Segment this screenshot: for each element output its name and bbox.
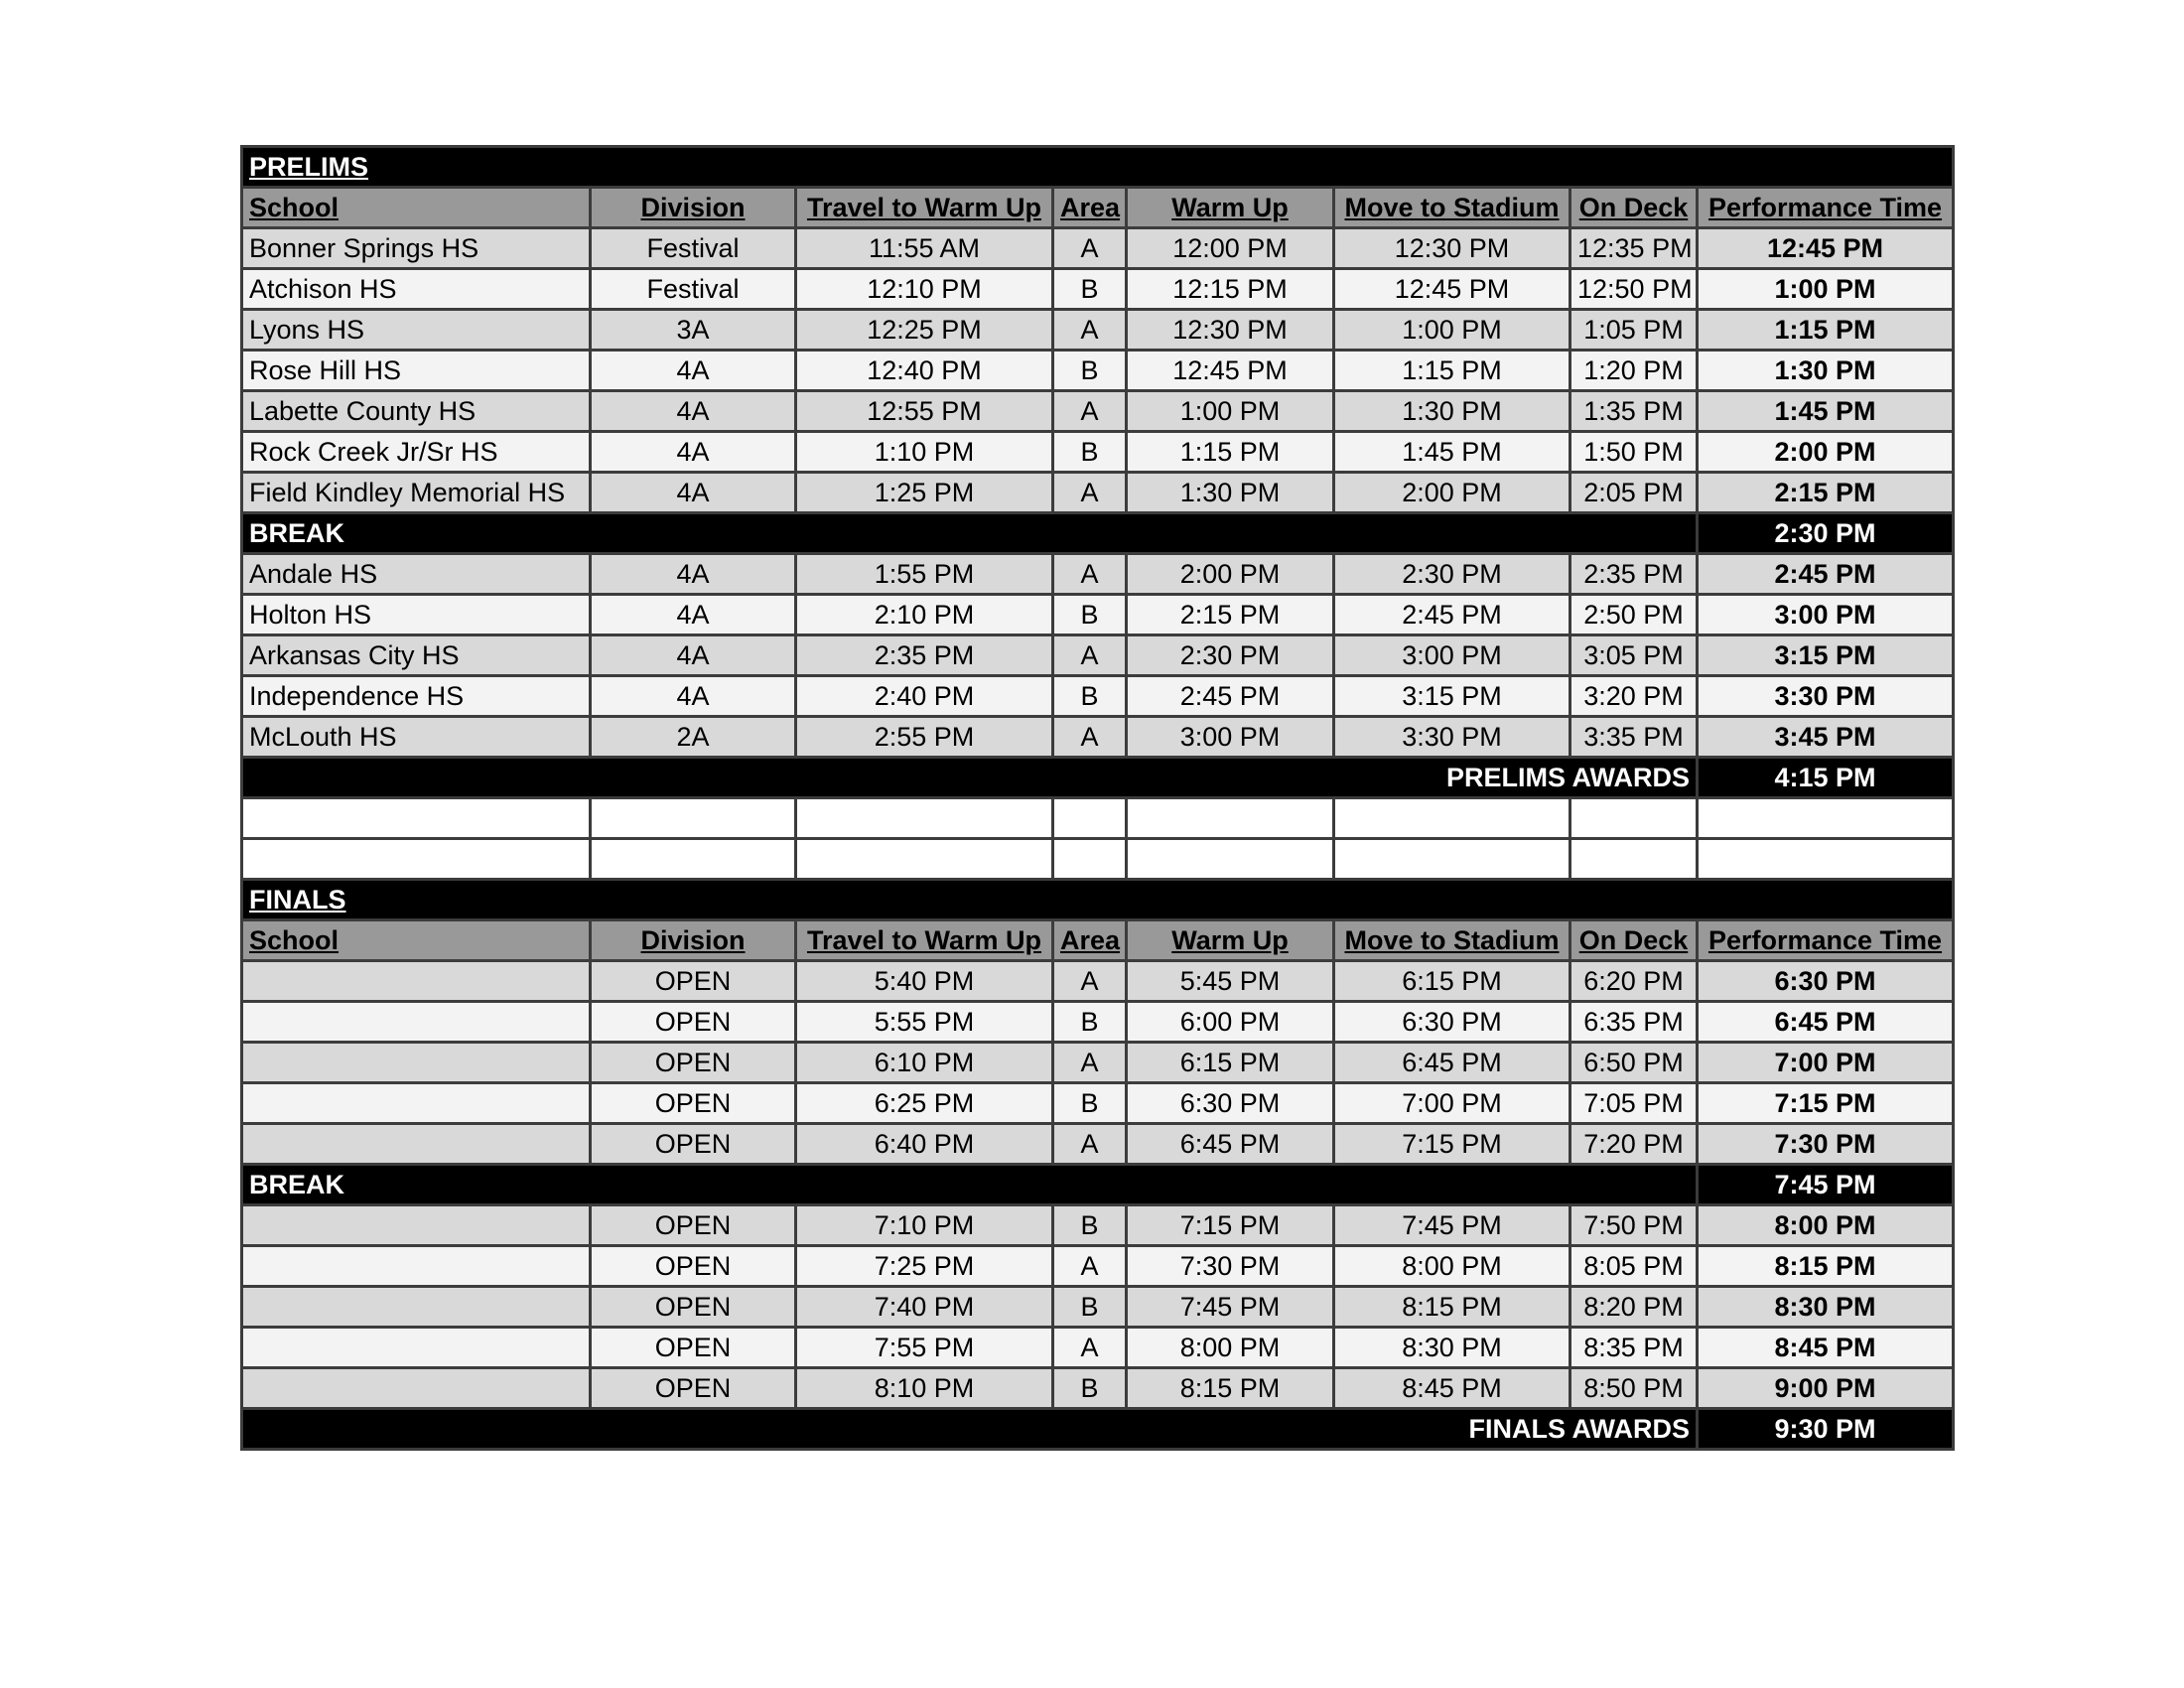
section-title: FINALS <box>242 880 1954 920</box>
performance-time-cell: 7:30 PM <box>1698 1124 1954 1165</box>
move-to-stadium-cell: 3:15 PM <box>1334 676 1570 717</box>
column-header-on-deck: On Deck <box>1570 188 1698 228</box>
school-cell: Independence HS <box>242 676 591 717</box>
break-time: 7:45 PM <box>1698 1165 1954 1205</box>
area-cell: B <box>1053 595 1127 635</box>
column-header-school: School <box>242 920 591 961</box>
on-deck-cell: 7:05 PM <box>1570 1083 1698 1124</box>
warm-up-cell: 8:00 PM <box>1127 1328 1334 1368</box>
table-row <box>242 635 1954 676</box>
table-row <box>242 1124 1954 1165</box>
table-row <box>242 1287 1954 1328</box>
column-header-performance-time: Performance Time <box>1698 920 1954 961</box>
warm-up-cell: 6:15 PM <box>1127 1043 1334 1083</box>
table-row <box>242 717 1954 758</box>
table-row <box>242 432 1954 473</box>
warm-up-cell: 2:45 PM <box>1127 676 1334 717</box>
on-deck-cell: 7:20 PM <box>1570 1124 1698 1165</box>
area-cell: A <box>1053 1124 1127 1165</box>
column-header-travel-to-warm-up: Travel to Warm Up <box>796 188 1053 228</box>
division-cell: 2A <box>591 717 796 758</box>
travel-to-warm-up-cell: 7:25 PM <box>796 1246 1053 1287</box>
school-cell: Atchison HS <box>242 269 591 310</box>
school-cell <box>242 1287 591 1328</box>
warm-up-cell: 2:15 PM <box>1127 595 1334 635</box>
division-cell: OPEN <box>591 1328 796 1368</box>
awards-time: 4:15 PM <box>1698 758 1954 798</box>
move-to-stadium-cell: 7:45 PM <box>1334 1205 1570 1246</box>
on-deck-cell: 3:05 PM <box>1570 635 1698 676</box>
division-cell: Festival <box>591 228 796 269</box>
empty-cell <box>1334 839 1570 880</box>
travel-to-warm-up-cell: 7:10 PM <box>796 1205 1053 1246</box>
travel-to-warm-up-cell: 5:55 PM <box>796 1002 1053 1043</box>
division-cell: OPEN <box>591 1124 796 1165</box>
travel-to-warm-up-cell: 12:40 PM <box>796 351 1053 391</box>
on-deck-cell: 8:20 PM <box>1570 1287 1698 1328</box>
division-cell: 4A <box>591 432 796 473</box>
move-to-stadium-cell: 7:15 PM <box>1334 1124 1570 1165</box>
division-cell: OPEN <box>591 1246 796 1287</box>
area-cell: A <box>1053 1043 1127 1083</box>
move-to-stadium-cell: 6:45 PM <box>1334 1043 1570 1083</box>
travel-to-warm-up-cell: 2:10 PM <box>796 595 1053 635</box>
empty-cell <box>1053 839 1127 880</box>
column-header-area: Area <box>1053 920 1127 961</box>
warm-up-cell: 12:30 PM <box>1127 310 1334 351</box>
performance-time-cell: 12:45 PM <box>1698 228 1954 269</box>
warm-up-cell: 12:15 PM <box>1127 269 1334 310</box>
table-row <box>242 1002 1954 1043</box>
school-cell: Field Kindley Memorial HS <box>242 473 591 513</box>
school-cell <box>242 1205 591 1246</box>
school-cell <box>242 1124 591 1165</box>
break-label: BREAK <box>242 1165 1698 1205</box>
table-row <box>242 391 1954 432</box>
performance-time-cell: 3:15 PM <box>1698 635 1954 676</box>
empty-cell <box>1570 839 1698 880</box>
on-deck-cell: 8:50 PM <box>1570 1368 1698 1409</box>
area-cell: A <box>1053 228 1127 269</box>
move-to-stadium-cell: 3:00 PM <box>1334 635 1570 676</box>
school-cell <box>242 1328 591 1368</box>
division-cell: OPEN <box>591 961 796 1002</box>
table-row <box>242 310 1954 351</box>
table-row <box>242 961 1954 1002</box>
warm-up-cell: 7:30 PM <box>1127 1246 1334 1287</box>
empty-cell <box>242 798 591 839</box>
warm-up-cell: 6:45 PM <box>1127 1124 1334 1165</box>
warm-up-cell: 7:15 PM <box>1127 1205 1334 1246</box>
travel-to-warm-up-cell: 6:40 PM <box>796 1124 1053 1165</box>
school-cell: Holton HS <box>242 595 591 635</box>
school-cell <box>242 1368 591 1409</box>
travel-to-warm-up-cell: 12:25 PM <box>796 310 1053 351</box>
column-header-row <box>242 188 1954 228</box>
on-deck-cell: 1:05 PM <box>1570 310 1698 351</box>
on-deck-cell: 3:20 PM <box>1570 676 1698 717</box>
area-cell: A <box>1053 391 1127 432</box>
table-row <box>242 1246 1954 1287</box>
school-cell <box>242 1043 591 1083</box>
move-to-stadium-cell: 8:15 PM <box>1334 1287 1570 1328</box>
warm-up-cell: 6:30 PM <box>1127 1083 1334 1124</box>
school-cell: Rock Creek Jr/Sr HS <box>242 432 591 473</box>
travel-to-warm-up-cell: 6:10 PM <box>796 1043 1053 1083</box>
performance-time-cell: 2:45 PM <box>1698 554 1954 595</box>
performance-time-cell: 2:15 PM <box>1698 473 1954 513</box>
school-cell: Rose Hill HS <box>242 351 591 391</box>
performance-time-cell: 8:00 PM <box>1698 1205 1954 1246</box>
awards-label: FINALS AWARDS <box>242 1409 1698 1450</box>
area-cell: B <box>1053 269 1127 310</box>
area-cell: A <box>1053 554 1127 595</box>
school-cell: Arkansas City HS <box>242 635 591 676</box>
table-row <box>242 1328 1954 1368</box>
column-header-division: Division <box>591 920 796 961</box>
division-cell: 4A <box>591 473 796 513</box>
awards-row <box>242 1409 1954 1450</box>
warm-up-cell: 5:45 PM <box>1127 961 1334 1002</box>
area-cell: B <box>1053 1205 1127 1246</box>
school-cell <box>242 1083 591 1124</box>
warm-up-cell: 12:45 PM <box>1127 351 1334 391</box>
division-cell: 3A <box>591 310 796 351</box>
on-deck-cell: 7:50 PM <box>1570 1205 1698 1246</box>
area-cell: A <box>1053 1246 1127 1287</box>
school-cell: Labette County HS <box>242 391 591 432</box>
on-deck-cell: 6:50 PM <box>1570 1043 1698 1083</box>
on-deck-cell: 6:20 PM <box>1570 961 1698 1002</box>
break-row <box>242 513 1954 554</box>
on-deck-cell: 12:35 PM <box>1570 228 1698 269</box>
performance-time-cell: 1:45 PM <box>1698 391 1954 432</box>
warm-up-cell: 8:15 PM <box>1127 1368 1334 1409</box>
area-cell: B <box>1053 432 1127 473</box>
performance-time-cell: 6:30 PM <box>1698 961 1954 1002</box>
division-cell: 4A <box>591 635 796 676</box>
travel-to-warm-up-cell: 2:35 PM <box>796 635 1053 676</box>
empty-cell <box>796 798 1053 839</box>
empty-cell <box>1698 798 1954 839</box>
on-deck-cell: 6:35 PM <box>1570 1002 1698 1043</box>
performance-time-cell: 8:45 PM <box>1698 1328 1954 1368</box>
table-row <box>242 1043 1954 1083</box>
move-to-stadium-cell: 12:30 PM <box>1334 228 1570 269</box>
awards-label: PRELIMS AWARDS <box>242 758 1698 798</box>
move-to-stadium-cell: 8:00 PM <box>1334 1246 1570 1287</box>
performance-time-cell: 7:15 PM <box>1698 1083 1954 1124</box>
travel-to-warm-up-cell: 1:25 PM <box>796 473 1053 513</box>
division-cell: OPEN <box>591 1205 796 1246</box>
travel-to-warm-up-cell: 7:55 PM <box>796 1328 1053 1368</box>
area-cell: B <box>1053 351 1127 391</box>
awards-time: 9:30 PM <box>1698 1409 1954 1450</box>
division-cell: 4A <box>591 351 796 391</box>
division-cell: OPEN <box>591 1083 796 1124</box>
table-row <box>242 1205 1954 1246</box>
performance-time-cell: 6:45 PM <box>1698 1002 1954 1043</box>
column-header-travel-to-warm-up: Travel to Warm Up <box>796 920 1053 961</box>
area-cell: A <box>1053 473 1127 513</box>
division-cell: 4A <box>591 391 796 432</box>
division-cell: 4A <box>591 595 796 635</box>
area-cell: A <box>1053 717 1127 758</box>
area-cell: B <box>1053 676 1127 717</box>
finals-section-header <box>242 880 1954 920</box>
empty-cell <box>1053 798 1127 839</box>
table-row <box>242 1368 1954 1409</box>
warm-up-cell: 1:15 PM <box>1127 432 1334 473</box>
on-deck-cell: 8:05 PM <box>1570 1246 1698 1287</box>
school-cell <box>242 1246 591 1287</box>
move-to-stadium-cell: 2:45 PM <box>1334 595 1570 635</box>
area-cell: B <box>1053 1287 1127 1328</box>
column-header-area: Area <box>1053 188 1127 228</box>
empty-cell <box>242 839 591 880</box>
move-to-stadium-cell: 1:45 PM <box>1334 432 1570 473</box>
column-header-performance-time: Performance Time <box>1698 188 1954 228</box>
column-header-row <box>242 920 1954 961</box>
empty-cell <box>591 798 796 839</box>
prelims-section-header <box>242 147 1954 188</box>
travel-to-warm-up-cell: 12:10 PM <box>796 269 1053 310</box>
break-row <box>242 1165 1954 1205</box>
move-to-stadium-cell: 8:45 PM <box>1334 1368 1570 1409</box>
move-to-stadium-cell: 7:00 PM <box>1334 1083 1570 1124</box>
area-cell: A <box>1053 1328 1127 1368</box>
division-cell: OPEN <box>591 1287 796 1328</box>
division-cell: Festival <box>591 269 796 310</box>
empty-cell <box>591 839 796 880</box>
performance-time-cell: 2:00 PM <box>1698 432 1954 473</box>
on-deck-cell: 1:35 PM <box>1570 391 1698 432</box>
table-row <box>242 595 1954 635</box>
travel-to-warm-up-cell: 8:10 PM <box>796 1368 1053 1409</box>
on-deck-cell: 2:50 PM <box>1570 595 1698 635</box>
section-title: PRELIMS <box>242 147 1954 188</box>
move-to-stadium-cell: 1:00 PM <box>1334 310 1570 351</box>
table-row <box>242 351 1954 391</box>
division-cell: OPEN <box>591 1368 796 1409</box>
column-header-move-to-stadium: Move to Stadium <box>1334 188 1570 228</box>
area-cell: B <box>1053 1368 1127 1409</box>
on-deck-cell: 1:50 PM <box>1570 432 1698 473</box>
travel-to-warm-up-cell: 1:10 PM <box>796 432 1053 473</box>
performance-time-cell: 3:30 PM <box>1698 676 1954 717</box>
warm-up-cell: 12:00 PM <box>1127 228 1334 269</box>
area-cell: B <box>1053 1002 1127 1043</box>
move-to-stadium-cell: 3:30 PM <box>1334 717 1570 758</box>
table-row <box>242 1083 1954 1124</box>
move-to-stadium-cell: 6:30 PM <box>1334 1002 1570 1043</box>
table-row <box>242 228 1954 269</box>
warm-up-cell: 6:00 PM <box>1127 1002 1334 1043</box>
empty-cell <box>1127 798 1334 839</box>
on-deck-cell: 8:35 PM <box>1570 1328 1698 1368</box>
warm-up-cell: 2:00 PM <box>1127 554 1334 595</box>
move-to-stadium-cell: 12:45 PM <box>1334 269 1570 310</box>
area-cell: A <box>1053 310 1127 351</box>
on-deck-cell: 2:35 PM <box>1570 554 1698 595</box>
on-deck-cell: 1:20 PM <box>1570 351 1698 391</box>
move-to-stadium-cell: 2:00 PM <box>1334 473 1570 513</box>
empty-cell <box>1698 839 1954 880</box>
warm-up-cell: 7:45 PM <box>1127 1287 1334 1328</box>
column-header-move-to-stadium: Move to Stadium <box>1334 920 1570 961</box>
school-cell: McLouth HS <box>242 717 591 758</box>
division-cell: OPEN <box>591 1002 796 1043</box>
table-row <box>242 676 1954 717</box>
on-deck-cell: 12:50 PM <box>1570 269 1698 310</box>
empty-cell <box>1334 798 1570 839</box>
empty-cell <box>1127 839 1334 880</box>
school-cell: Lyons HS <box>242 310 591 351</box>
performance-time-cell: 7:00 PM <box>1698 1043 1954 1083</box>
move-to-stadium-cell: 6:15 PM <box>1334 961 1570 1002</box>
performance-time-cell: 1:15 PM <box>1698 310 1954 351</box>
travel-to-warm-up-cell: 11:55 AM <box>796 228 1053 269</box>
performance-time-cell: 8:15 PM <box>1698 1246 1954 1287</box>
column-header-warm-up: Warm Up <box>1127 920 1334 961</box>
awards-row <box>242 758 1954 798</box>
school-cell <box>242 1002 591 1043</box>
warm-up-cell: 2:30 PM <box>1127 635 1334 676</box>
performance-time-cell: 1:00 PM <box>1698 269 1954 310</box>
table-row <box>242 554 1954 595</box>
school-cell: Bonner Springs HS <box>242 228 591 269</box>
column-header-school: School <box>242 188 591 228</box>
division-cell: OPEN <box>591 1043 796 1083</box>
travel-to-warm-up-cell: 12:55 PM <box>796 391 1053 432</box>
warm-up-cell: 1:30 PM <box>1127 473 1334 513</box>
warm-up-cell: 1:00 PM <box>1127 391 1334 432</box>
move-to-stadium-cell: 1:30 PM <box>1334 391 1570 432</box>
table-row <box>242 473 1954 513</box>
performance-time-cell: 1:30 PM <box>1698 351 1954 391</box>
move-to-stadium-cell: 2:30 PM <box>1334 554 1570 595</box>
column-header-division: Division <box>591 188 796 228</box>
travel-to-warm-up-cell: 1:55 PM <box>796 554 1053 595</box>
break-label: BREAK <box>242 513 1698 554</box>
column-header-on-deck: On Deck <box>1570 920 1698 961</box>
column-header-warm-up: Warm Up <box>1127 188 1334 228</box>
area-cell: B <box>1053 1083 1127 1124</box>
move-to-stadium-cell: 8:30 PM <box>1334 1328 1570 1368</box>
travel-to-warm-up-cell: 5:40 PM <box>796 961 1053 1002</box>
division-cell: 4A <box>591 554 796 595</box>
on-deck-cell: 3:35 PM <box>1570 717 1698 758</box>
school-cell <box>242 961 591 1002</box>
school-cell: Andale HS <box>242 554 591 595</box>
on-deck-cell: 2:05 PM <box>1570 473 1698 513</box>
area-cell: A <box>1053 961 1127 1002</box>
performance-time-cell: 3:00 PM <box>1698 595 1954 635</box>
travel-to-warm-up-cell: 2:40 PM <box>796 676 1053 717</box>
performance-time-cell: 8:30 PM <box>1698 1287 1954 1328</box>
travel-to-warm-up-cell: 7:40 PM <box>796 1287 1053 1328</box>
performance-time-cell: 9:00 PM <box>1698 1368 1954 1409</box>
division-cell: 4A <box>591 676 796 717</box>
move-to-stadium-cell: 1:15 PM <box>1334 351 1570 391</box>
area-cell: A <box>1053 635 1127 676</box>
empty-cell <box>1570 798 1698 839</box>
performance-time-cell: 3:45 PM <box>1698 717 1954 758</box>
schedule-table <box>240 145 1955 1451</box>
travel-to-warm-up-cell: 2:55 PM <box>796 717 1053 758</box>
spacer-row <box>242 798 1954 839</box>
table-row <box>242 269 1954 310</box>
break-time: 2:30 PM <box>1698 513 1954 554</box>
spacer-row <box>242 839 1954 880</box>
empty-cell <box>796 839 1053 880</box>
travel-to-warm-up-cell: 6:25 PM <box>796 1083 1053 1124</box>
warm-up-cell: 3:00 PM <box>1127 717 1334 758</box>
